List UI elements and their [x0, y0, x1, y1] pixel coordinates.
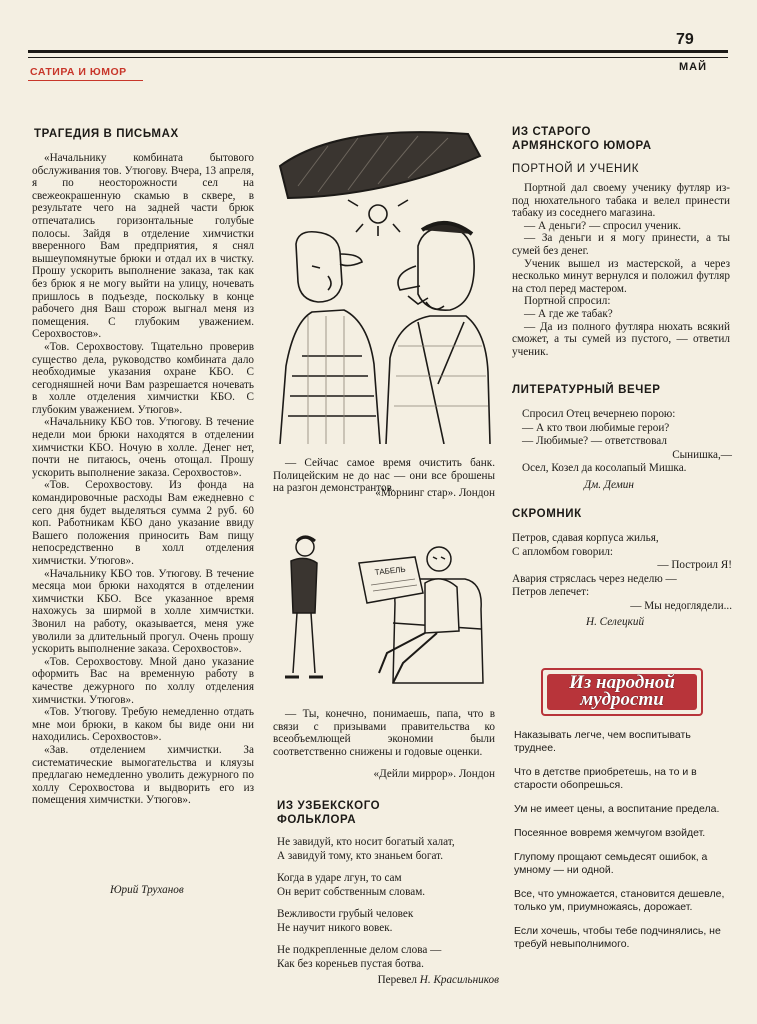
literary-line: Спросил Отец вечернею порою:: [522, 408, 676, 420]
tragedy-paragraph: «Тов. Серохвостову. Из фонда на командировочные расходы Вам ежедневно с сего дня будет выделяться сумма 2 руб. 60 коп. Работникам КБО дано указание ввиду Вашего положения приносить Вам пищу непосредственно в холл отделения химчистки. Утюгов».: [32, 479, 254, 567]
header-rule-thin: [28, 57, 728, 58]
tragedy-text: [32, 152, 254, 807]
armenian-subtitle: ПОРТНОЙ И УЧЕНИК: [512, 163, 640, 175]
tragedy-paragraph: «Начальнику КБО тов. Утюгову. В течение недели мои брюки находятся в отделении химчистки КБО. Ночую в холле. Денег нет, почти не питаюсь, очень отощал. Прошу ускорить выполнение заказа. Серохвостов».: [32, 416, 254, 479]
modest-author: Н. Селецкий: [586, 616, 645, 628]
uzbek-line: Не научит никого вовек.: [277, 921, 393, 934]
uzbek-title: ИЗ УЗБЕКСКОГО ФОЛЬКЛОРА: [277, 800, 381, 826]
proverb: Глупому прощают семьдесят ошибок, а умному — ни одной.: [514, 851, 708, 876]
tragedy-paragraph: «Начальнику комбината бытового обслуживания тов. Утюгову. Вчера, 13 апреля, я по неосторожности сел на свежеокрашенную скамью в сквере, в результате чего на задней части брюк отпечатались горизонтальные голубые полосы. Зайдя в отделение химчистки вверенного Вам предприятия, я снял вышеупомянутые брюки и отдал их в чистку. Прошу ускорить выполнение заказа, так как без брюк я не могу выйти на улицу, ночевать пришлось в подъезде, поскольку в конце рабочего дня Ваш сторож выгнал меня из помещения. С глубоким уважением. Серохвостов».: [32, 152, 254, 341]
folk-wisdom-banner: [541, 668, 703, 716]
modest-title: СКРОМНИК: [512, 508, 582, 520]
literary-line: Осел, Козел да косолапый Мишка.: [522, 462, 687, 474]
uzbek-line: Как без кореньев пустая ботва.: [277, 957, 424, 970]
tragedy-author: Юрий Труханов: [110, 884, 184, 896]
cartoon1-source: «Морнинг стар». Лондон: [375, 487, 495, 499]
cartoon2-source: «Дейли миррор». Лондон: [373, 768, 495, 780]
cartoon-report-card: [275, 533, 497, 693]
proverb: Наказывать легче, чем воспитывать труднее.: [514, 729, 691, 754]
literary-poem: [522, 408, 732, 492]
uzbek-line: А завидуй тому, кто знаньем богат.: [277, 849, 443, 862]
tragedy-title: ТРАГЕДИЯ В ПИСЬМАХ: [34, 128, 179, 140]
uzbek-line: Не завидуй, кто носит богатый халат,: [277, 836, 455, 848]
armenian-title: ИЗ СТАРОГО АРМЯНСКОГО ЮМОРА: [512, 126, 652, 152]
folk-banner-line: Из народной: [569, 672, 675, 693]
rubric-underline: [28, 80, 143, 81]
cartoon-bank-robbers: [268, 126, 498, 444]
tragedy-paragraph: «Тов. Серохвостову. Мной дано указание оформить Вас на временную работу в качестве дежурного по холлу отделения химчистки. Утюгов».: [32, 655, 254, 706]
proverb: Все, что умножается, становится дешевле, только ум, приумножаясь, дорожает.: [514, 888, 725, 913]
uzbek-line: Не подкрепленные делом слова —: [277, 944, 442, 956]
tragedy-paragraph: «Начальнику КБО тов. Утюгову. В течение месяца мои брюки находятся в отделении химчистки КБО. Все указанное время нахожусь за ширмой в холле химчистки. Звонил на работу, оказывается, меня уже уволили за длительный прогул. Очень прошу ускорить выполнение заказа. Серохвостов».: [32, 567, 254, 656]
uzbek-poems: [277, 836, 499, 988]
uzbek-line: Вежливости грубый человек: [277, 908, 414, 920]
modest-line: Авария стряслась через неделю —: [512, 572, 677, 585]
armenian-paragraph: — За деньги и я могу принести, а ты сумей без денег.: [512, 232, 730, 257]
armenian-paragraph: Портной дал своему ученику футляр из-под нюхательного табака и велел принести табаку из соседнего магазина.: [512, 182, 730, 220]
armenian-paragraph: — А деньги? — спросил ученик.: [524, 219, 682, 232]
folk-banner-line: мудрости: [580, 689, 664, 710]
uzbek-translator: Перевел Н. Красильников: [377, 974, 499, 986]
proverb: Если хочешь, чтобы тебе подчинялись, не требуй невыполнимого.: [514, 925, 721, 950]
literary-line: — А кто твои любимые герои?: [522, 421, 670, 434]
modest-poem: [512, 532, 732, 630]
literary-line-right: Сынишка,—: [672, 448, 732, 461]
proverb: Ум не имеет цены, а воспитание предела.: [514, 803, 720, 815]
tragedy-paragraph: «Тов. Утюгову. Требую немедленно отдать мне мои брюки, в каком бы виде они ни находились. Серохвостов».: [32, 706, 254, 744]
header-rule-thick: [28, 50, 728, 53]
proverb: Что в детстве приобретешь, на то и в старости обопрешься.: [514, 766, 697, 791]
proverbs-list: [514, 729, 732, 962]
uzbek-line: Он верит собственным словам.: [277, 885, 426, 898]
modest-line-right: — Построил Я!: [657, 559, 732, 571]
modest-line-right: — Мы недоглядели...: [630, 599, 732, 612]
literary-line: — Любимые? — ответствовал: [522, 435, 667, 447]
armenian-text: [512, 182, 730, 358]
cartoon1-caption: — Сейчас самое время очистить банк. Полицейским не до нас — они все брошены на разгон демонстрантов.: [273, 457, 495, 495]
cartoon2-newspaper-word: ТАБЕЛЬ: [374, 564, 407, 577]
uzbek-line: Когда в ударе лгун, то сам: [277, 872, 402, 884]
page-number: 79: [676, 31, 694, 48]
armenian-paragraph: Ученик вышел из мастерской, а через несколько минут вернулся и положил футляр на стол перед мастером.: [512, 257, 730, 295]
armenian-paragraph: — Да из полного футляра нюхать всякий сможет, а ты сумей из пустого, — ответил ученик.: [512, 320, 730, 358]
modest-line: Петров, сдавая корпуса жилья,: [512, 532, 659, 544]
cartoon2-caption: — Ты, конечно, понимаешь, папа, что в связи с призывами правительства ко всеобъемлющей экономии были соответственно снижены и годовые оценки.: [273, 708, 495, 758]
armenian-paragraph: — А где же табак?: [524, 307, 613, 320]
tragedy-paragraph: «Тов. Серохвостову. Тщательно проверив существо дела, руководство комбината дало необходимые указания охране КБО. С сегодняшней ночи Вам разрешается ночевать в холле отделения химчистки КБО. С глубоким уважением. Утюгов».: [32, 340, 254, 416]
modest-line: Петров лепечет:: [512, 586, 590, 598]
proverb: Посеянное вовремя жемчугом взойдет.: [514, 827, 706, 839]
armenian-paragraph: Портной спросил:: [524, 295, 611, 308]
rubric-label: САТИРА И ЮМОР: [30, 66, 127, 78]
literary-author: Дм. Демин: [584, 478, 634, 491]
modest-line: С апломбом говорил:: [512, 545, 614, 558]
month-label: МАЙ: [679, 61, 708, 73]
tragedy-paragraph: «Зав. отделением химчистки. За систематические вымогательства и кляузы предлагаю немедленно уволить дежурного по холлу Серохвостова и выдворить его из помещения химчистки. Утюгов».: [32, 743, 254, 807]
literary-title: ЛИТЕРАТУРНЫЙ ВЕЧЕР: [512, 384, 661, 396]
